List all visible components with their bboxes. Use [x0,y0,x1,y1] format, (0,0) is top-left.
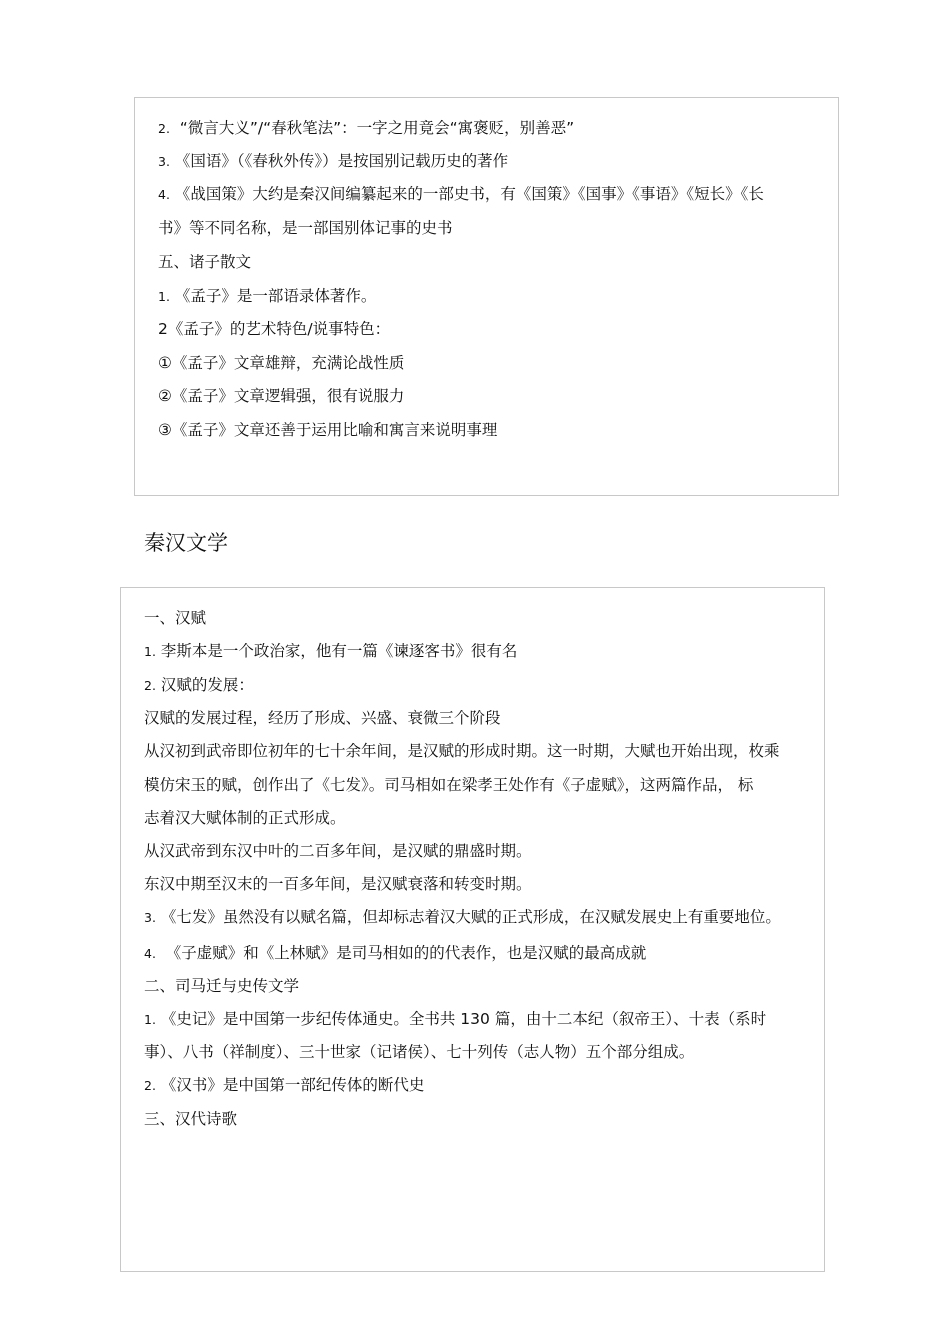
text-line: 1. 《孟子》是一部语录体著作。 [158,287,377,305]
text-line: 模仿宋玉的赋，创作出了《七发》。司马相如在梁孝王处作有《子虚赋》，这两篇作品， 标 [144,776,754,794]
text-line: 2《孟子》的艺术特色/说事特色： [158,320,391,338]
text-line: 4. 《子虚赋》和《上林赋》是司马相如的的代表作，也是汉赋的最高成就 [144,944,647,962]
text-line: 3. 《国语》（《春秋外传》）是按国别记载历史的著作 [158,152,509,170]
text-line: ①《孟子》文章雄辩，充满论战性质 [158,354,405,372]
text-line: 事）、八书（祥制度）、三十世家（记诸侯）、七十列传（志人物）五个部分组成。 [144,1043,695,1061]
text-line: 1. 《史记》是中国第一步纪传体通史。全书共 130 篇，由十二本纪（叙帝王）、十表（系时 [144,1010,767,1028]
subheading: 二、司马迁与史传文学 [144,977,300,995]
text-line: ②《孟子》文章逻辑强，很有说服力 [158,387,405,405]
text-line: 志着汉大赋体制的正式形成。 [144,809,346,827]
section-title: 秦汉文学 [144,531,228,555]
text-line: 2. “微言大义”/“春秋笔法”：一字之用竟会“寓褒贬，别善恶” [158,119,575,137]
text-line: 书》等不同名称，是一部国别体记事的史书 [158,219,453,237]
subheading: 三、汉代诗歌 [144,1110,238,1128]
text-line: 2. 汉赋的发展： [144,676,254,694]
text-line: 1. 李斯本是一个政治家，他有一篇《谏逐客书》很有名 [144,642,518,660]
text-line: 从汉初到武帝即位初年的七十余年间，是汉赋的形成时期。这一时期，大赋也开始出现，枚乘 [144,742,780,760]
text-line: 从汉武帝到东汉中叶的二百多年间，是汉赋的鼎盛时期。 [144,842,532,860]
text-line: 汉赋的发展过程，经历了形成、兴盛、衰微三个阶段 [144,709,501,727]
text-line: 4. 《战国策》大约是秦汉间编纂起来的一部史书，有《国策》《国事》《事语》《短长》《长 [158,185,764,203]
text-line: 东汉中期至汉末的一百多年间，是汉赋衰落和转变时期。 [144,875,532,893]
text-line: 3. 《七发》虽然没有以赋名篇，但却标志着汉大赋的正式形成，在汉赋发展史上有重要地位。 [144,908,781,926]
subheading: 五、诸子散文 [158,253,252,271]
text-line: ③《孟子》文章还善于运用比喻和寓言来说明事理 [158,421,498,439]
subheading: 一、汉赋 [144,609,207,627]
text-line: 2. 《汉书》是中国第一部纪传体的断代史 [144,1076,425,1094]
